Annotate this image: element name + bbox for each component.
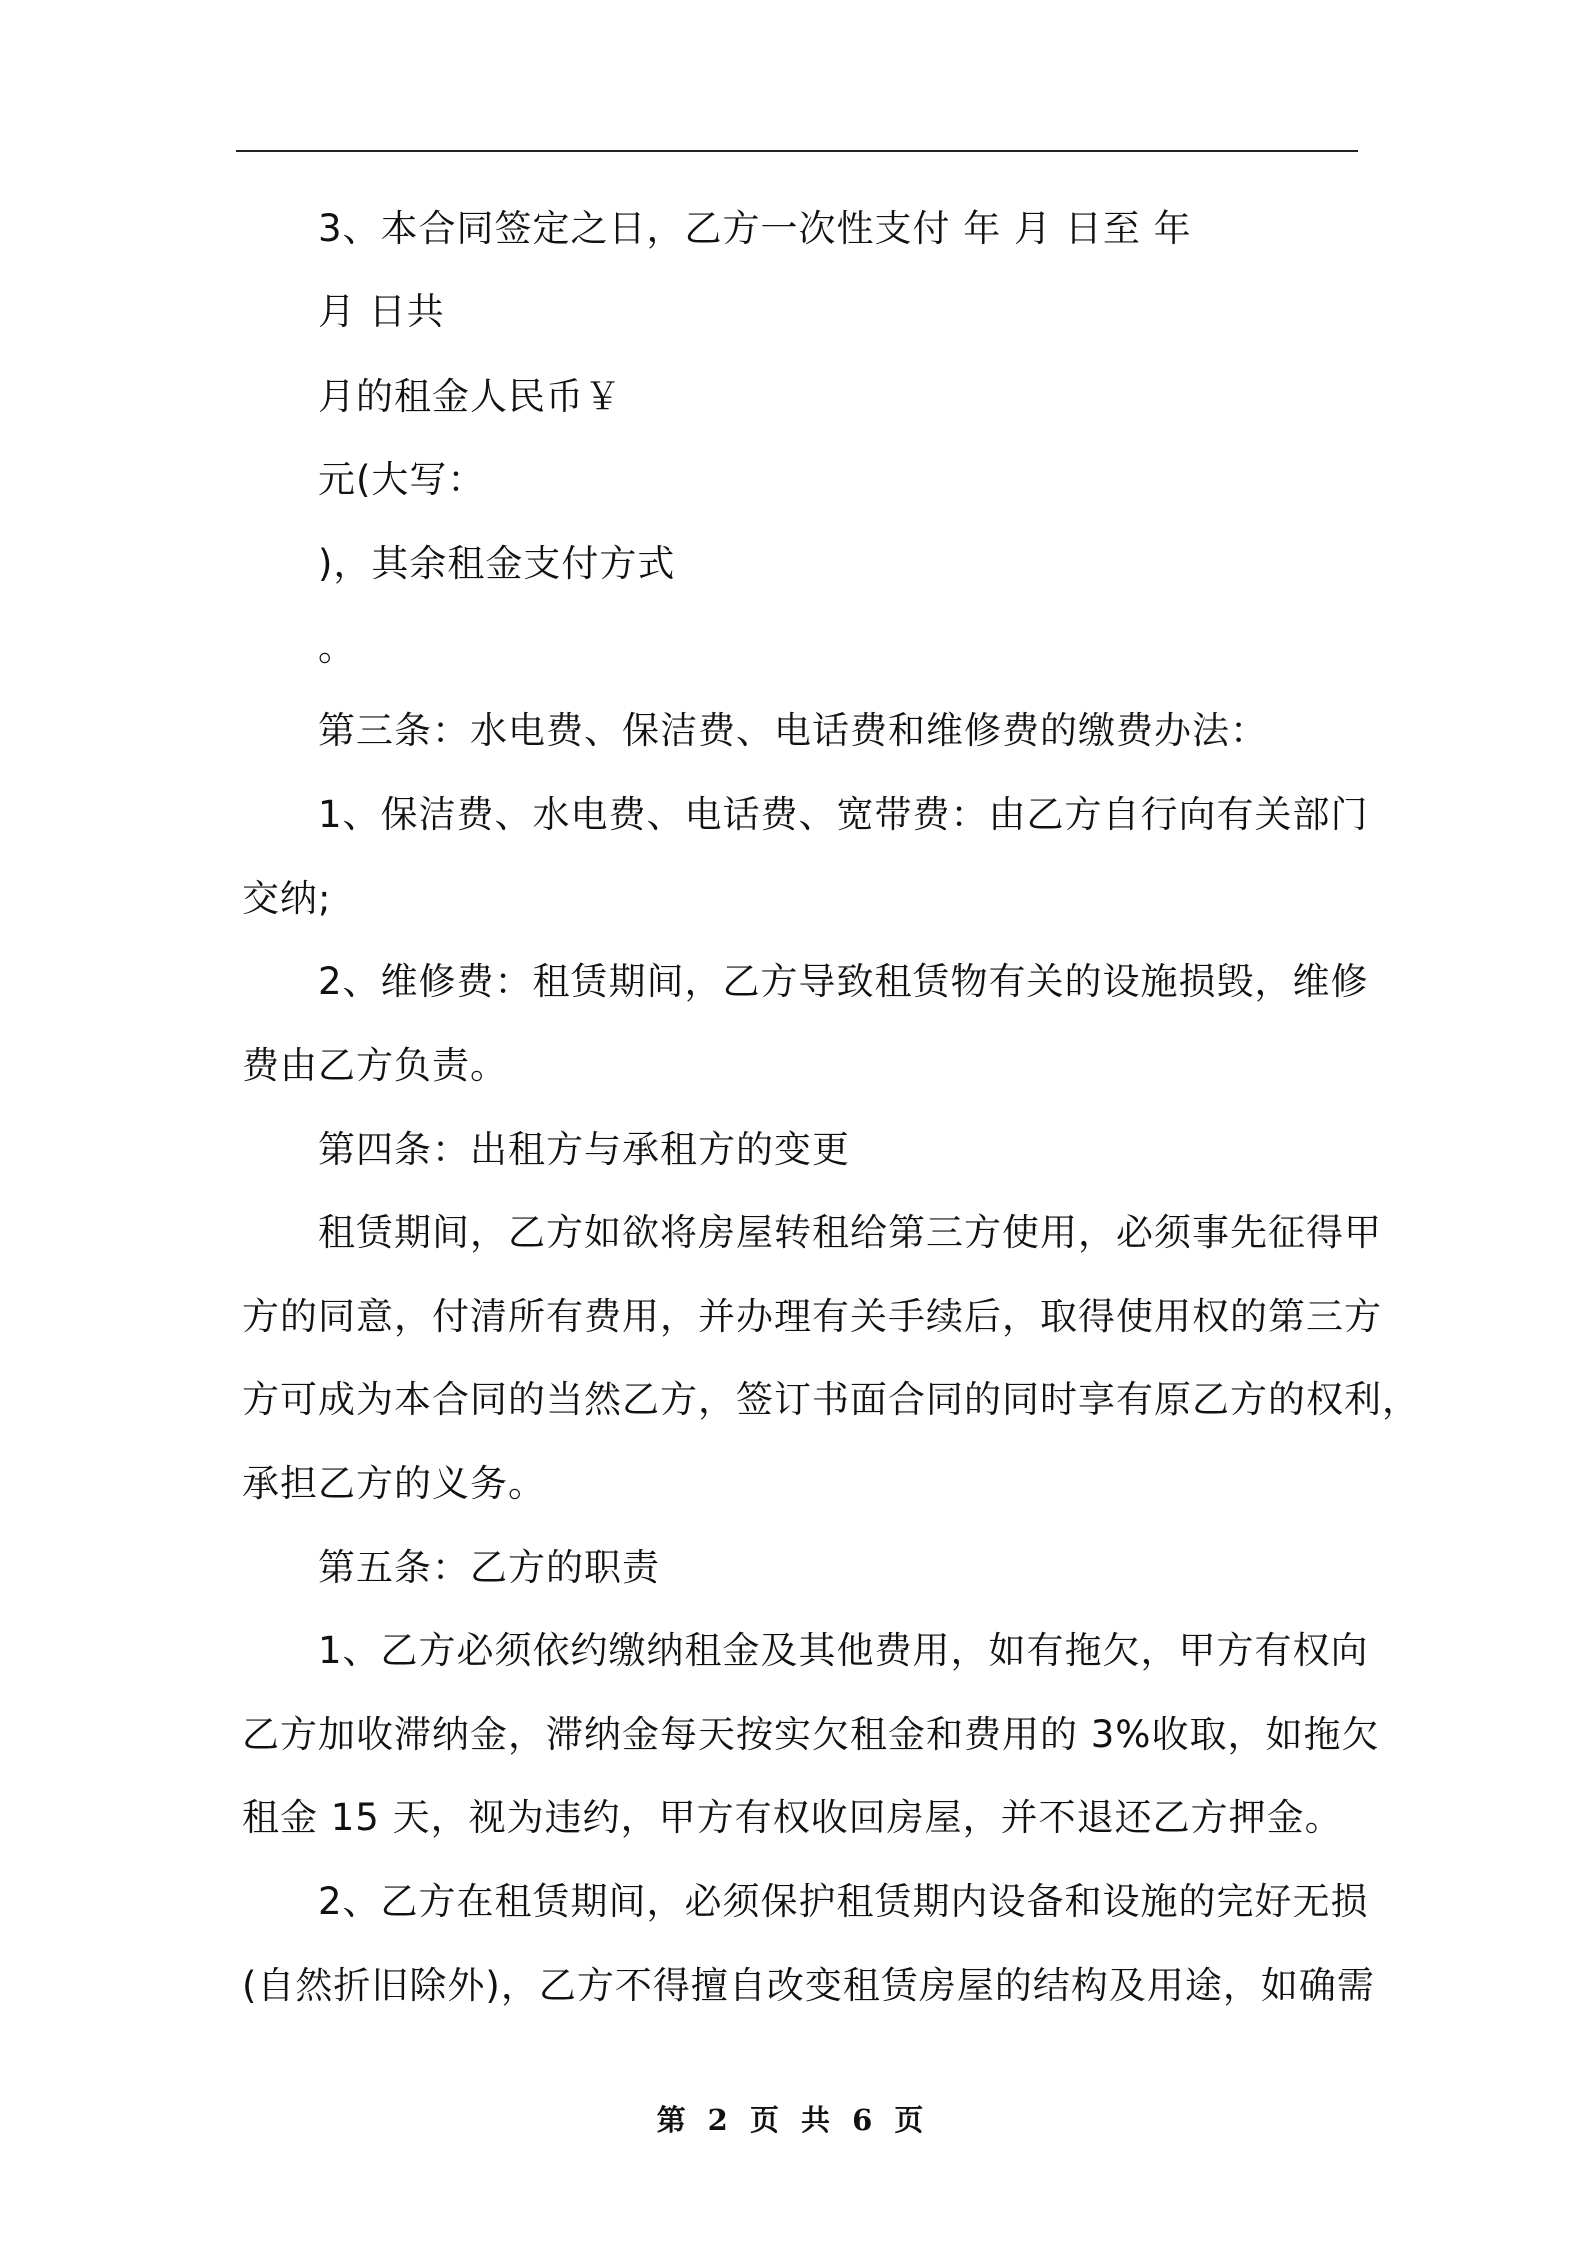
- paragraph-line: 月的租金人民币￥: [318, 375, 622, 418]
- paragraph-line: 方可成为本合同的当然乙方，签订书面合同的同时享有原乙方的权利，: [242, 1378, 1420, 1421]
- paragraph-line: 月 日共: [318, 290, 445, 333]
- page-number: 第 2 页 共 6 页: [656, 2103, 930, 2137]
- paragraph-line: 3、本合同签定之日，乙方一次性支付 年 月 日至 年: [318, 207, 1192, 250]
- header-rule: [236, 150, 1358, 152]
- section-heading: 第三条：水电费、保洁费、电话费和维修费的缴费办法：: [318, 709, 1268, 752]
- paragraph-line: )，其余租金支付方式: [318, 542, 676, 585]
- paragraph-line: 1、保洁费、水电费、电话费、宽带费：由乙方自行向有关部门: [318, 793, 1369, 836]
- paragraph-line: 1、乙方必须依约缴纳租金及其他费用，如有拖欠，甲方有权向: [318, 1629, 1369, 1672]
- paragraph-line: 费由乙方负责。: [242, 1044, 508, 1087]
- section-heading: 第四条：出租方与承租方的变更: [318, 1128, 850, 1171]
- paragraph-line: 方的同意，付清所有费用，并办理有关手续后，取得使用权的第三方: [242, 1295, 1382, 1338]
- paragraph-line: 2、维修费：租赁期间，乙方导致租赁物有关的设施损毁，维修: [318, 960, 1369, 1003]
- paragraph-line: 租金 15 天，视为违约，甲方有权收回房屋，并不退还乙方押金。: [242, 1796, 1343, 1839]
- paragraph-line: 交纳;: [242, 877, 332, 920]
- paragraph-line: 租赁期间，乙方如欲将房屋转租给第三方使用，必须事先征得甲: [318, 1211, 1382, 1254]
- paragraph-line: 承担乙方的义务。: [242, 1462, 546, 1505]
- paragraph-line: 2、乙方在租赁期间，必须保护租赁期内设备和设施的完好无损: [318, 1880, 1369, 1923]
- section-heading: 第五条：乙方的职责: [318, 1546, 660, 1589]
- paragraph-line: 乙方加收滞纳金，滞纳金每天按实欠租金和费用的 3%收取，如拖欠: [242, 1713, 1380, 1756]
- paragraph-line: 。: [318, 626, 356, 669]
- paragraph-line: (自然折旧除外)，乙方不得擅自改变租赁房屋的结构及用途，如确需: [242, 1964, 1375, 2007]
- paragraph-line: 元(大写：: [318, 458, 486, 501]
